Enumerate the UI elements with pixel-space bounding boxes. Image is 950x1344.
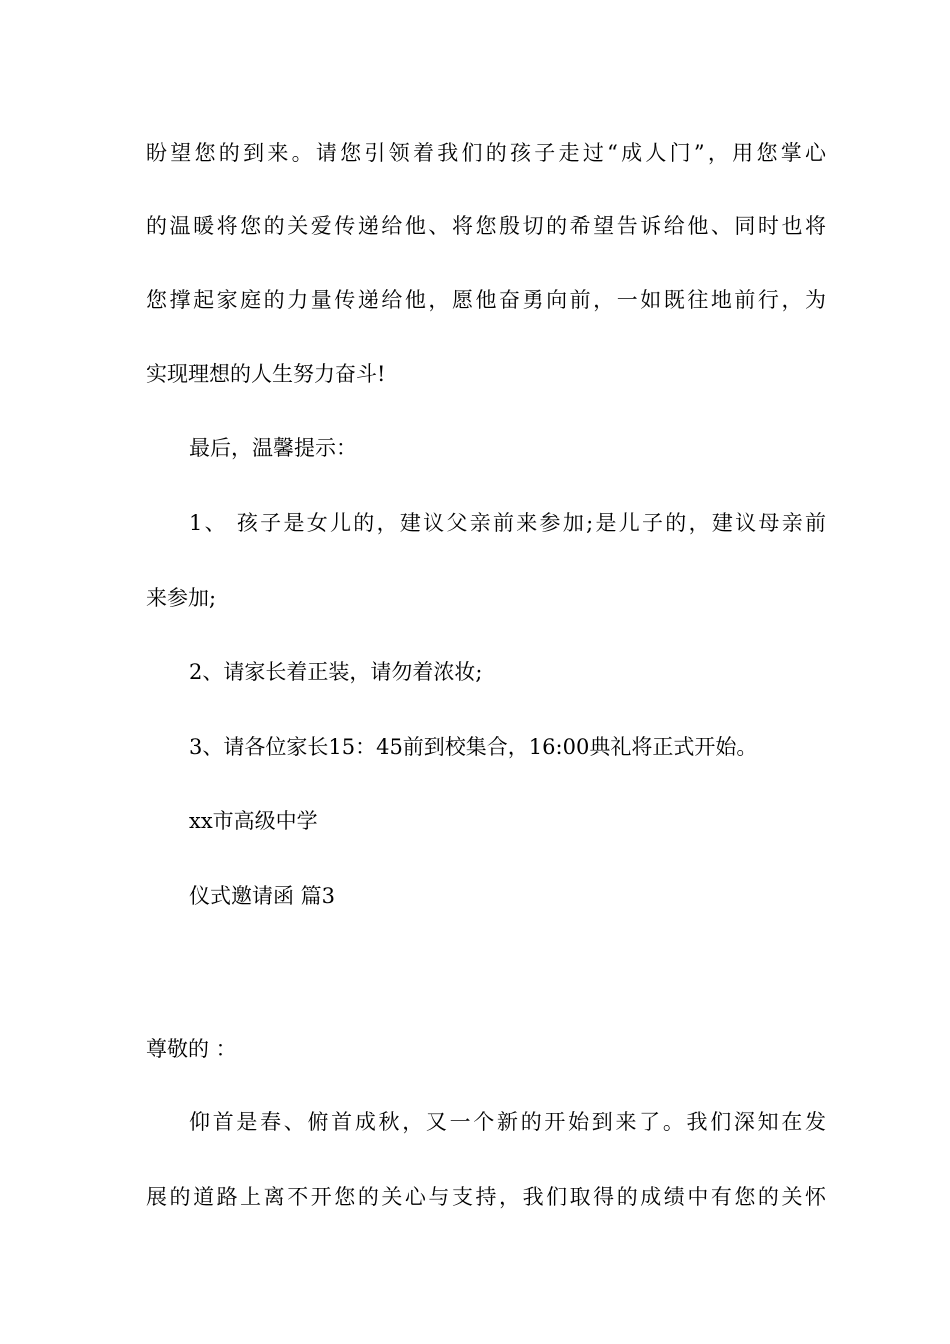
text-line-3: 您撑起家庭的力量传递给他，愿他奋勇向前，一如既往地前行，为 bbox=[146, 288, 826, 312]
salutation: 尊敬的 ： bbox=[146, 1037, 237, 1061]
text-line-4: 实现理想的人生努力奋斗! bbox=[146, 362, 386, 386]
reminder-item-1: 1、 孩子是女儿的，建议父亲前来参加;是儿子的，建议母亲前 bbox=[189, 511, 826, 535]
section-title: 仪式邀请函 篇3 bbox=[189, 884, 336, 908]
reminder-item-2: 2、请家长着正装，请勿着浓妆; bbox=[189, 660, 483, 684]
text-line-1: 盼望您的到来。请您引领着我们的孩子走过“成人门”，用您掌心 bbox=[146, 141, 826, 165]
body-line-1: 仰首是春、俯首成秋，又一个新的开始到来了。我们深知在发 bbox=[189, 1110, 826, 1134]
school-name: xx市高级中学 bbox=[189, 809, 318, 833]
text-line-2: 的温暖将您的关爱传递给他、将您殷切的希望告诉给他、同时也将 bbox=[146, 214, 826, 238]
reminder-heading: 最后，温馨提示： bbox=[189, 436, 357, 460]
body-line-2: 展的道路上离不开您的关心与支持，我们取得的成绩中有您的关怀 bbox=[146, 1185, 826, 1209]
reminder-item-1-continued: 来参加; bbox=[146, 586, 217, 610]
reminder-item-3: 3、请各位家长15：45前到校集合，16:00典礼将正式开始。 bbox=[189, 735, 758, 759]
